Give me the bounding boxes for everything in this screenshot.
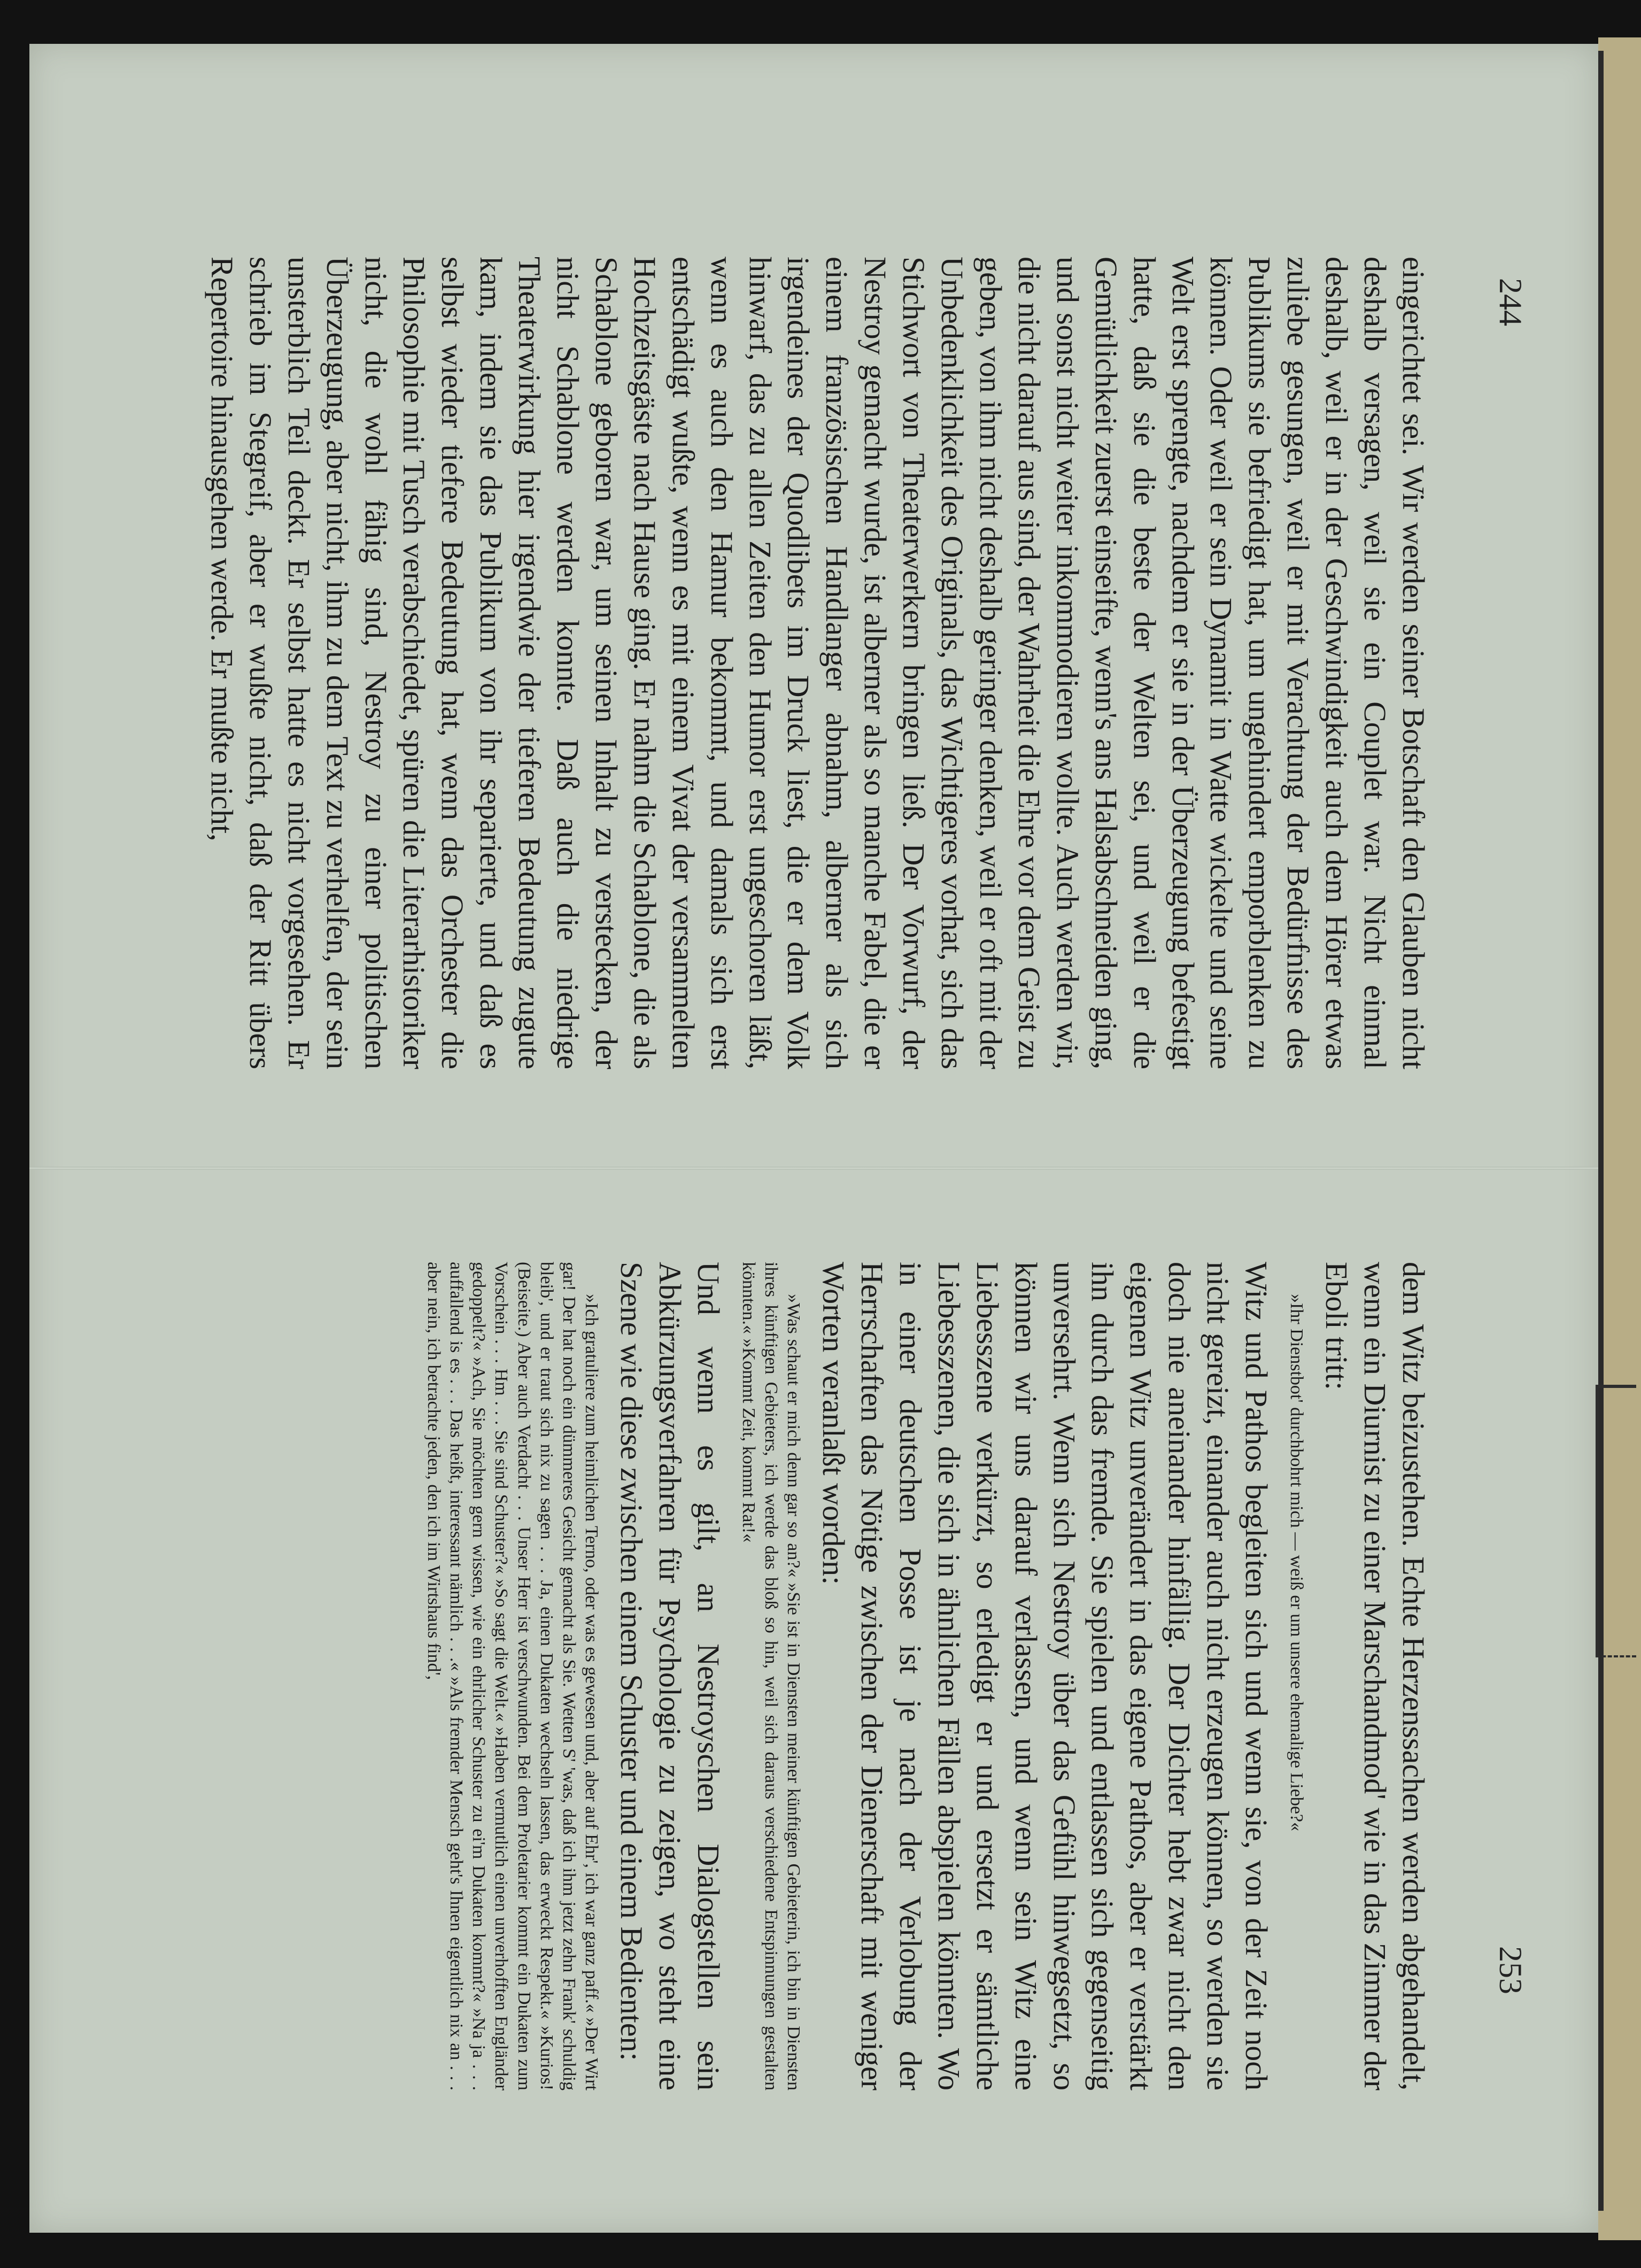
page-number-left: 244: [1493, 278, 1528, 326]
right-quote-2: »Was schaut er mich denn gar so an?« »Sie ist in Diensten meiner künftigen Gebieterin, ich bin in Diensten ihres künftigen Gebieters, ich werde das bloß so hin, weil sich daraus verschiedene Entspinnungen gestalten könnten.« »Kommt Zeit, kommt Rat!«: [738, 1262, 804, 2090]
adjacent-page-edge: [1598, 37, 1641, 2240]
right-quote-3: »Ich gratuliere zum heimlichen Terno, oder was es gewesen und, aber auf Ehr', ich war ganz paff.« »Der Wirt gar! Der hat noch ein dümmeres Gesicht gemacht als Sie. Wetten S' 'was, daß ich ihm jetzt zehn Frank' schuldig bleib', und er traut sich nix zu sagen . . . Ja, einen Dukaten wechseln lassen, das erweckt Respekt.« »Kurios! (Beiseite.) Aber auch Verdacht . . . Unser Herr ist verschwunden. Bei dem Proletarier kommt ein Dukaten zum Vorschein . . . Hm . . . Sie sind Schuster?« »So sagt die Welt.« »Haben vermutlich einen unverhofften Engländer gedoppelt?« »Ach, Sie möchten gern wissen, wie ein ehrlicher Schuster zu ei'm Dukaten kommt?« »Na ja . . . auffallend is es . . . Das heißt, interessant nämlich . . .« »Als fremder Mensch geht's Ihnen eigentlich nix an . . . aber nein, ich betrachte jeden, den ich im Wirtshaus find',: [423, 1262, 602, 2090]
pencil-mark-bracket: [1596, 1385, 1636, 1657]
right-page-text: [246, 1262, 1433, 2090]
right-paragraph-1: dem Witz beizustehen. Echte Herzenssachen werden abgehandelt, wenn ein Diurnist zu einer Marschandmod' wie in das Zimmer der Eboli tritt:: [1319, 1262, 1431, 2090]
left-page-text: [204, 257, 1433, 1069]
center-fold: [29, 1167, 1598, 1170]
page-number-right: 253: [1493, 1946, 1528, 1994]
right-paragraph-3: Und wenn es gilt, an Nestroyschen Dialogstellen sein Abkürzungsverfahren für Psychologie zu zeigen, wo steht eine Szene wie diese zwischen einem Schuster und einem Bedienten:: [614, 1262, 726, 2090]
right-paragraph-2: Witz und Pathos begleiten sich und wenn sie, von der Zeit noch nicht gereizt, einander auch nicht erzeugen können, so werden sie doch nie aneinander hinfällig. Der Dichter hebt zwar nicht den eigenen Witz unverändert in das eigene Pathos, aber er verstärkt ihn durch das fremde. Sie spielen und entlassen sich gegenseitig unversehrt. Wenn sich Nestroy über das Gefühl hinwegsetzt, so können wir uns darauf verlassen, und wenn sein Witz eine Liebesszene verkürzt, so erledigt er und ersetzt er sämtliche Liebesszenen, die sich in ähnlichen Fällen abspielen könnten. Wo in einer deutschen Posse ist je nach der Verlobung der Herrschaften das Nötige zwischen der Dienerschaft mit weniger Worten veranlaßt worden:: [816, 1262, 1274, 2090]
left-page-paragraph: eingerichtet sei. Wir werden seiner Botschaft den Glauben nicht deshalb versagen, weil sie ein Couplet war. Nicht einmal deshalb, weil er in der Geschwindigkeit auch dem Hörer etwas zuliebe gesungen, weil er mit Verachtung der Bedürfnisse des Publikums sie befriedigt hat, um ungehindert emporblenken zu können. Oder weil er sein Dynamit in Watte wickelte und seine Welt erst sprengte, nachdem er sie in der Überzeugung befestigt hatte, daß sie die beste der Welten sei, und weil er die Gemütlichkeit zuerst einseifte, wenn's ans Halsabschneiden ging, und sonst nicht weiter inkommodieren wollte. Auch werden wir, die nicht darauf aus sind, der Wahrheit die Ehre vor dem Geist zu geben, von ihm nicht deshalb geringer denken, weil er oft mit der Unbedenklichkeit des Originals, das Wichtigeres vorhat, sich das Stichwort von Theaterwerkern bringen ließ. Der Vorwurf, der Nestroy gemacht wurde, ist alberner als so manche Fabel, die er einem französischen Handlanger abnahm, alberner als sich irgendeines der Quodlibets im Druck liest, die er dem Volk hinwarf, das zu allen Zeiten den Humor erst ungeschoren läßt, wenn es auch den Hamur bekommt, und damals sich erst entschädigt wußte, wenn es mit einem Vivat der versammelten Hochzeitsgäste nach Hause ging. Er nahm die Schablone, die als Schablone geboren war, um seinen Inhalt zu verstecken, der nicht Schablone werden konnte. Daß auch die niedrige Theaterwirkung hier irgendwie der tieferen Bedeutung zugute kam, indem sie das Publikum von ihr separierte, und daß es selbst wieder tiefere Bedeutung hat, wenn das Orchester die Philosophie mit Tusch verabschiedet, spüren die Literarhistoriker nicht, die wohl fähig sind, Nestroy zu einer politischen Überzeugung, aber nicht, ihm zu dem Text zu verhelfen, der sein unsterblich Teil deckt. Er selbst hatte es nicht vorgesehen. Er schrieb im Stegreif, aber er wußte nicht, daß der Ritt übers Repertoire hinausgehen werde. Er mußte nicht,: [204, 257, 1431, 1069]
right-quote-1: »Ihr Dienstbot' durchbohrt mich — weiß er um unsere ehemalige Liebe?«: [1287, 1294, 1307, 1832]
